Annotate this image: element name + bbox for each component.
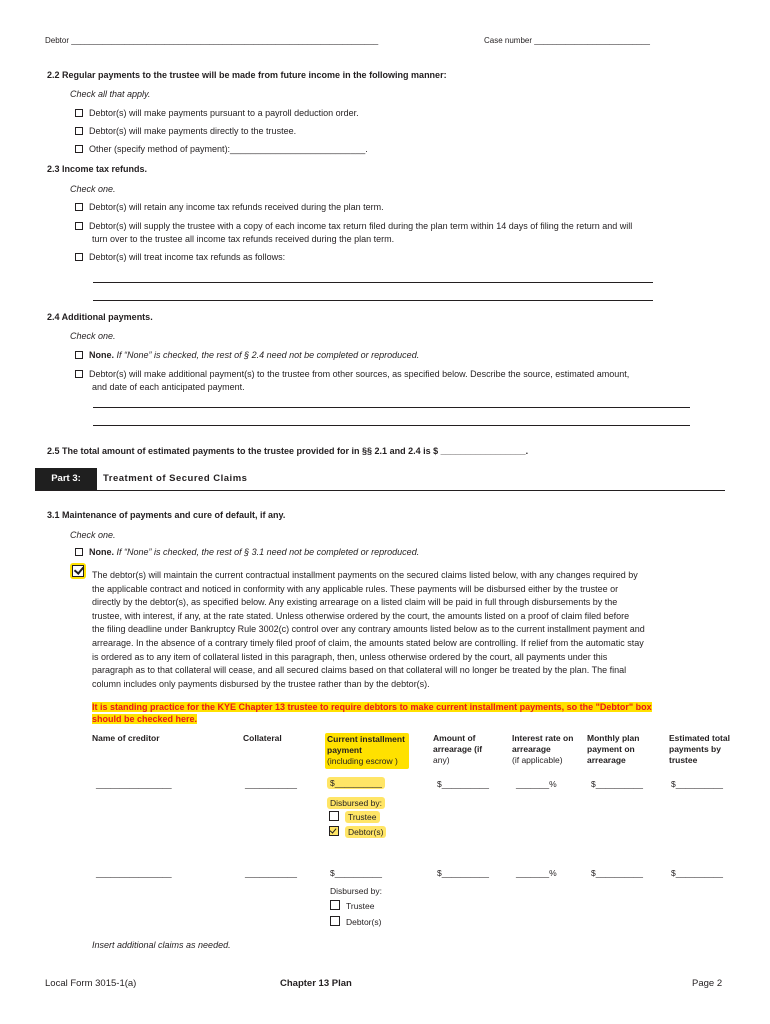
option-label: Debtor(s) will retain any income tax refunds received during the plan term. [89, 202, 384, 212]
col-header-interest [512, 733, 573, 766]
option-none-3-1[interactable] [75, 546, 419, 559]
option-additional-payments-cont: and date of each anticipated payment. [92, 382, 245, 392]
option-additional-payments[interactable] [75, 368, 629, 381]
paragraph-line: the applicable contract and noticed in conformity with any applicable rules. These payments will be disbursed either by the trustee or [92, 583, 619, 594]
none-text: If “None” is checked, the rest of § 3.1 need not be completed or reproduced. [114, 547, 420, 557]
footer-title: Chapter 13 Plan [280, 978, 352, 989]
header-line: arrearage (if [433, 744, 483, 754]
header-line: arrearage [587, 755, 626, 765]
checkbox-icon[interactable] [75, 370, 83, 378]
debtor-field[interactable] [45, 36, 378, 45]
insert-claims-note: Insert additional claims as needed. [92, 940, 231, 950]
option-retain-refunds[interactable] [75, 201, 384, 214]
none-text: If “None” is checked, the rest of § 2.4 need not be completed or reproduced. [114, 350, 420, 360]
row1-disbursed-by: Disbursed by: [327, 797, 385, 809]
part-3-title: Treatment of Secured Claims [103, 473, 248, 484]
row2-debtor-option[interactable] [330, 916, 381, 927]
section-2-4-instruction: Check one. [70, 331, 116, 341]
checkbox-icon[interactable] [75, 253, 83, 261]
header-line: Current installment [327, 734, 405, 744]
row2-trustee-option[interactable] [330, 900, 375, 911]
note-line: It is standing practice for the KYE Chapter 13 trustee to require debtors to make current installment payments, so the "Debtor" box [92, 702, 652, 712]
section-2-3-title: 2.3 Income tax refunds. [47, 164, 148, 174]
row1-arrearage[interactable]: $__________ [437, 779, 490, 789]
debtor-label: Debtor(s) [346, 917, 382, 927]
option-label: Debtor(s) will supply the trustee with a copy of each income tax return filed during the plan term within 14 days of filing the return and will [89, 221, 633, 231]
header-line: arrearage [512, 744, 551, 754]
checkbox-icon[interactable] [75, 109, 83, 117]
paragraph-line: arrearage. In the absence of a contrary timely filed proof of claim, the amounts stated below are controlling. If relief from the automatic stay [92, 637, 644, 648]
row2-interest[interactable]: _______% [516, 868, 557, 878]
row2-disbursed-by: Disbursed by: [330, 886, 382, 896]
header-line: any) [433, 755, 450, 765]
fill-line[interactable] [93, 300, 653, 301]
row2-arrearage[interactable]: $__________ [437, 868, 490, 878]
option-direct-payments[interactable] [75, 125, 296, 138]
case-number-label: Case number [484, 36, 533, 45]
row1-collateral[interactable]: ___________ [245, 779, 298, 789]
checkbox-checked-icon[interactable] [329, 826, 339, 836]
note-line: should be checked here. [92, 714, 198, 724]
option-label: Debtor(s) will make payments pursuant to a payroll deduction order. [89, 108, 359, 118]
case-number-field[interactable] [484, 36, 650, 45]
row2-installment[interactable]: $__________ [330, 868, 383, 878]
option-supply-returns[interactable] [75, 220, 632, 233]
checkbox-icon[interactable] [329, 811, 339, 821]
part-3-header [35, 468, 725, 491]
col-header-creditor: Name of creditor [92, 733, 160, 743]
col-header-arrearage [433, 733, 482, 766]
option-label: Debtor(s) will make payments directly to the trustee. [89, 126, 297, 136]
row2-total[interactable]: $__________ [671, 868, 724, 878]
option-treat-refunds[interactable] [75, 251, 285, 264]
row1-creditor[interactable]: ________________ [96, 779, 172, 789]
col-header-installment [325, 733, 409, 769]
section-3-1-title: 3.1 Maintenance of payments and cure of default, if any. [47, 510, 286, 520]
fill-line[interactable] [93, 425, 690, 426]
paragraph-line: directly by the debtor(s), as specified below. Any existing arrearage on a listed claim will be paid in full through disbursements by the [92, 597, 618, 608]
fill-line[interactable] [93, 282, 653, 283]
row1-trustee-option[interactable] [329, 811, 380, 822]
col-header-collateral: Collateral [243, 733, 282, 743]
header-line: (if applicable) [512, 755, 563, 765]
option-payroll-deduction[interactable] [75, 107, 359, 120]
paragraph-line: The debtor(s) will maintain the current contractual installment payments on the secured claims listed below, with any changes required by [92, 570, 638, 580]
option-label: Debtor(s) will make additional payment(s) to the trustee from other sources, as specified below. Describe the source, estimated amount, [89, 369, 630, 379]
paragraph-line: trustee, with interest, if any, at the rate stated. Unless otherwise ordered by the court, the amounts listed on a proof of claim filed before [92, 610, 630, 621]
part-3-label: Part 3: [35, 468, 97, 490]
maintain-payments-paragraph [92, 569, 712, 691]
row1-installment[interactable]: $__________ [327, 777, 385, 789]
paragraph-line: paragraph as to that collateral will cease, and all secured claims based on that collateral will no longer be treated by the plan. The final [92, 665, 627, 676]
debtor-label: Debtor(s) [345, 826, 386, 838]
paragraph-line: is ordered as to any item of collateral listed in this paragraph, then, unless otherwise ordered by the court, all payments under this [92, 651, 608, 662]
checkbox-icon[interactable] [75, 127, 83, 135]
row2-creditor[interactable]: ________________ [96, 868, 172, 878]
section-2-4-title: 2.4 Additional payments. [47, 312, 153, 322]
footer-page-number: Page 2 [692, 978, 723, 989]
debtor-blank: _____________________________________________________________________ [71, 36, 379, 45]
paragraph-line: column includes only payments disbursed by the trustee rather than by the debtor(s). [92, 678, 430, 689]
col-header-total [669, 733, 730, 766]
header-line: payment on [587, 744, 635, 754]
checkbox-icon[interactable] [75, 351, 83, 359]
option-supply-returns-cont: turn over to the trustee all income tax refunds received during the plan term. [92, 234, 395, 244]
section-2-5-total: 2.5 The total amount of estimated payments to the trustee provided for in §§ 2.1 and 2.4 is $ _________________. [47, 446, 529, 456]
case-number-blank: __________________________ [534, 36, 650, 45]
section-3-1-instruction: Check one. [70, 530, 116, 540]
section-2-2-instruction: Check all that apply. [70, 89, 151, 99]
row1-interest[interactable]: _______% [516, 779, 557, 789]
fill-line[interactable] [93, 407, 690, 408]
header-line: (including escrow ) [327, 756, 398, 766]
section-2-3-instruction: Check one. [70, 184, 116, 194]
header-line: trustee [669, 755, 698, 765]
checkbox-checked-icon [72, 565, 84, 577]
option-label: Other (specify method of payment):___________________________. [89, 144, 368, 154]
paragraph-line: the filing deadline under Bankruptcy Rule 3002(c) control over any contrary amounts listed below as to the current installment payment and [92, 624, 645, 635]
row2-collateral[interactable]: ___________ [245, 868, 298, 878]
option-none-2-4[interactable] [75, 349, 419, 362]
option-other-method[interactable] [75, 143, 368, 156]
checkbox-icon[interactable] [75, 145, 83, 153]
checkbox-icon[interactable] [330, 916, 340, 926]
trustee-label: Trustee [346, 901, 375, 911]
col-header-monthly [587, 733, 639, 766]
header-line: payments by [669, 744, 721, 754]
option-label: Debtor(s) will treat income tax refunds as follows: [89, 252, 286, 262]
maintain-payments-checkbox[interactable] [70, 563, 86, 579]
section-2-2-title: 2.2 Regular payments to the trustee will be made from future income in the following manner: [47, 70, 447, 80]
trustee-practice-note [92, 701, 720, 725]
row2-monthly[interactable]: $__________ [591, 868, 644, 878]
header-line: payment [327, 745, 362, 755]
none-label: None. [89, 350, 115, 360]
header-line: Estimated total [669, 733, 730, 743]
footer-form-number: Local Form 3015-1(a) [45, 978, 137, 989]
checkbox-icon[interactable] [75, 222, 83, 230]
checkbox-icon[interactable] [75, 203, 83, 211]
checkbox-icon[interactable] [330, 900, 340, 910]
trustee-label: Trustee [345, 811, 380, 823]
debtor-label: Debtor [45, 36, 70, 45]
checkbox-icon[interactable] [75, 548, 83, 556]
header-line: Interest rate on [512, 733, 574, 743]
row1-total[interactable]: $__________ [671, 779, 724, 789]
row1-debtor-option[interactable] [329, 826, 386, 837]
header-line: Monthly plan [587, 733, 640, 743]
none-label: None. [89, 547, 115, 557]
row1-monthly[interactable]: $__________ [591, 779, 644, 789]
header-line: Amount of [433, 733, 476, 743]
